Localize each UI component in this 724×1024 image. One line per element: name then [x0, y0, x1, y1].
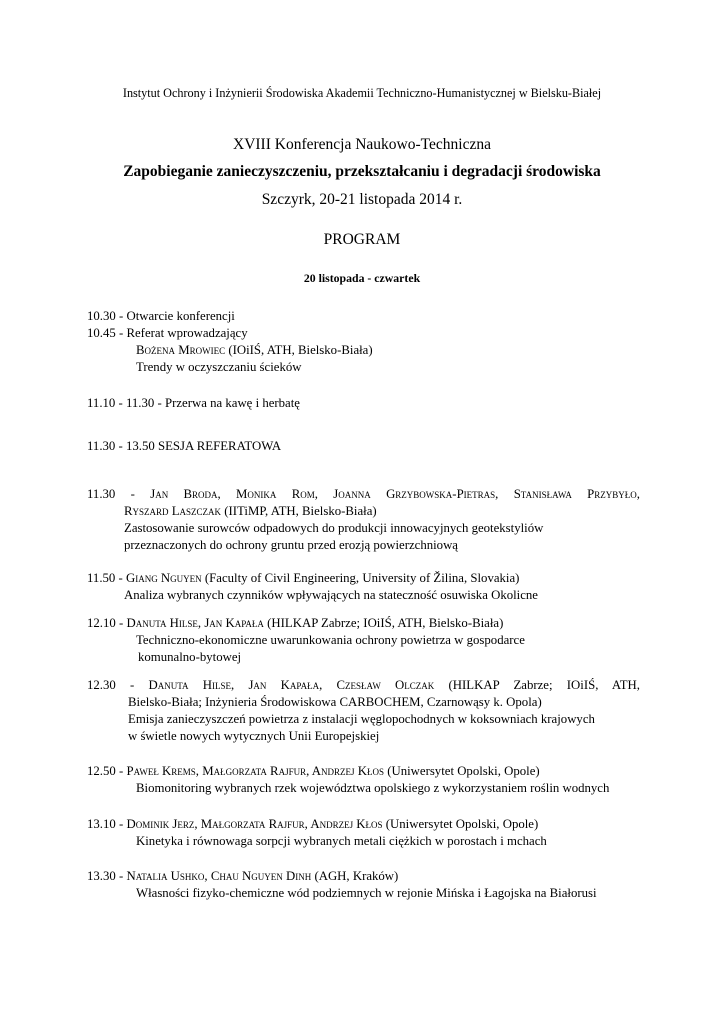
- time: 10.45: [87, 326, 116, 340]
- authors-line: 12.10 - Danuta Hilse, Jan Kapała (HILKAP Zabrze; IOiIŚ, ATH, Bielsko-Biała): [87, 616, 504, 630]
- speaker-names: Danuta Hilse, Jan Kapała: [126, 616, 264, 630]
- speaker-names: Natalia Ushko, Chau Nguyen Dinh: [126, 869, 312, 883]
- affiliation: (IOiIŚ, ATH, Bielsko-Biała): [228, 343, 373, 357]
- place-date: Szczyrk, 20-21 listopada 2014 r.: [261, 191, 463, 208]
- intro-author-line: [87, 342, 640, 359]
- institute-name: Instytut Ochrony i Inżynierii Środowiska Akademii Techniczno-Humanistycznej w Bielsku-Białej: [122, 86, 602, 100]
- speaker-names: Dominik Jerz, Małgorzata Rajfur, Andrzej Kłos: [126, 817, 383, 831]
- break-label: Przerwa na kawę i herbatę: [164, 396, 300, 410]
- schedule-opening: [87, 308, 640, 376]
- talk-title: Trendy w oczyszczaniu ścieków: [136, 360, 302, 374]
- talk-title: Biomonitoring wybranych rzek województwa opolskiego z wykorzystaniem roślin wodnych: [136, 781, 610, 795]
- talk-item: [87, 615, 640, 666]
- intro-label: Referat wprowadzający: [126, 326, 248, 340]
- affiliation: (Uniwersytet Opolski, Opole): [385, 817, 539, 831]
- time: 11.30 - 13.50: [87, 439, 155, 453]
- talk-title: Analiza wybranych czynników wpływających na stateczność osuwiska Okolicne: [124, 588, 538, 602]
- day-heading: 20 listopada - czwartek: [303, 271, 421, 285]
- talk-title-continued: komunalno-bytowej: [138, 650, 242, 664]
- authors-line: 11.50 - Giang Nguyen (Faculty of Civil Engineering, University of Žilina, Slovakia): [87, 571, 520, 585]
- time: 10.30: [87, 309, 116, 323]
- talk-title: Emisja zanieczyszczeń powietrza z instalacji węglopochodnych w koksowniach krajowych: [128, 712, 595, 726]
- talk-item: [87, 868, 640, 902]
- speaker-names: Danuta Hilse, Jan Kapała, Czesław Olczak: [148, 678, 435, 692]
- session-label: SESJA REFERATOWA: [157, 439, 282, 453]
- affiliation: (HILKAP Zabrze; IOiIŚ, ATH, Bielsko-Biała): [267, 616, 504, 630]
- time: 12.30: [87, 678, 116, 692]
- schedule-session: [87, 438, 640, 455]
- affiliation: (HILKAP Zabrze; IOiIŚ, ATH,: [448, 678, 640, 692]
- authors-line: 11.30 - Jan Broda, Monika Rom, Joanna Grzybowska-Pietras, Stanisława Przybyło,: [87, 487, 640, 501]
- affiliation: (AGH, Kraków): [314, 869, 399, 883]
- affiliation: (Uniwersytet Opolski, Opole): [387, 764, 540, 778]
- speaker-names: Giang Nguyen: [126, 571, 202, 585]
- speaker-names: Ryszard Laszczak: [124, 504, 222, 518]
- authors-line-2: [87, 503, 640, 520]
- affiliation: (IITiMP, ATH, Bielsko-Biała): [224, 504, 377, 518]
- opening-line: 10.30 - Otwarcie konferencji: [87, 309, 235, 323]
- speaker-names: Paweł Krems, Małgorzata Rajfur, Andrzej Kłos: [126, 764, 384, 778]
- talk-item: [87, 570, 640, 604]
- talk-item: [87, 816, 640, 850]
- intro-line: 10.45 - Referat wprowadzający: [87, 326, 248, 340]
- talk-title: Własności fizyko-chemiczne wód podziemnych w rejonie Mińska i Łagojska na Białorusi: [136, 886, 597, 900]
- talk-title: Zastosowanie surowców odpadowych do produkcji innowacyjnych geotekstyliów: [124, 521, 544, 535]
- conference-number: XVIII Konferencja Naukowo-Techniczna: [233, 136, 491, 153]
- time: 13.30: [87, 869, 116, 883]
- speaker-names: Jan Broda, Monika Rom, Joanna Grzybowska-Pietras, Stanisława Przybyło,: [150, 487, 640, 501]
- time: 12.10: [87, 616, 116, 630]
- affiliation: (Faculty of Civil Engineering, University of Žilina, Slovakia): [204, 571, 520, 585]
- authors-line: 12.50 - Paweł Krems, Małgorzata Rajfur, Andrzej Kłos (Uniwersytet Opolski, Opole): [87, 764, 540, 778]
- talk-item: [87, 763, 640, 797]
- talk-title: Kinetyka i równowaga sorpcji wybranych metali ciężkich w porostach i mchach: [136, 834, 547, 848]
- time: 12.50: [87, 764, 116, 778]
- talk-title: Techniczno-ekonomiczne uwarunkowania ochrony powietrza w gospodarce: [136, 633, 525, 647]
- authors-line: 12.30 - Danuta Hilse, Jan Kapała, Czesław Olczak (HILKAP Zabrze; IOiIŚ, ATH,: [87, 678, 640, 692]
- schedule-break: 11.10 - 11.30 - Przerwa na kawę i herbatę: [87, 396, 300, 410]
- talk-item: [87, 486, 640, 554]
- time: 11.10 - 11.30: [87, 396, 155, 410]
- authors-line: 13.10 - Dominik Jerz, Małgorzata Rajfur, Andrzej Kłos (Uniwersytet Opolski, Opole): [87, 817, 539, 831]
- talk-title-continued: przeznaczonych do ochrony gruntu przed erozją powierzchniową: [124, 538, 458, 552]
- opening-label: Otwarcie konferencji: [126, 309, 235, 323]
- speaker-names: Bożena Mrowiec: [136, 343, 226, 357]
- affiliation-continued: Bielsko-Biała; Inżynieria Środowiskowa CARBOCHEM, Czarnowąsy k. Opola): [128, 695, 542, 709]
- talk-item: [87, 677, 640, 745]
- talk-title-continued: w świetle nowych wytycznych Unii Europejskiej: [128, 729, 380, 743]
- conference-title: Zapobieganie zanieczyszczeniu, przekształcaniu i degradacji środowiska: [123, 163, 601, 180]
- program-heading: PROGRAM: [323, 231, 401, 248]
- authors-line: 13.30 - Natalia Ushko, Chau Nguyen Dinh (AGH, Kraków): [87, 869, 399, 883]
- time: 13.10: [87, 817, 116, 831]
- time: 11.50: [87, 571, 116, 585]
- time: 11.30: [87, 487, 116, 501]
